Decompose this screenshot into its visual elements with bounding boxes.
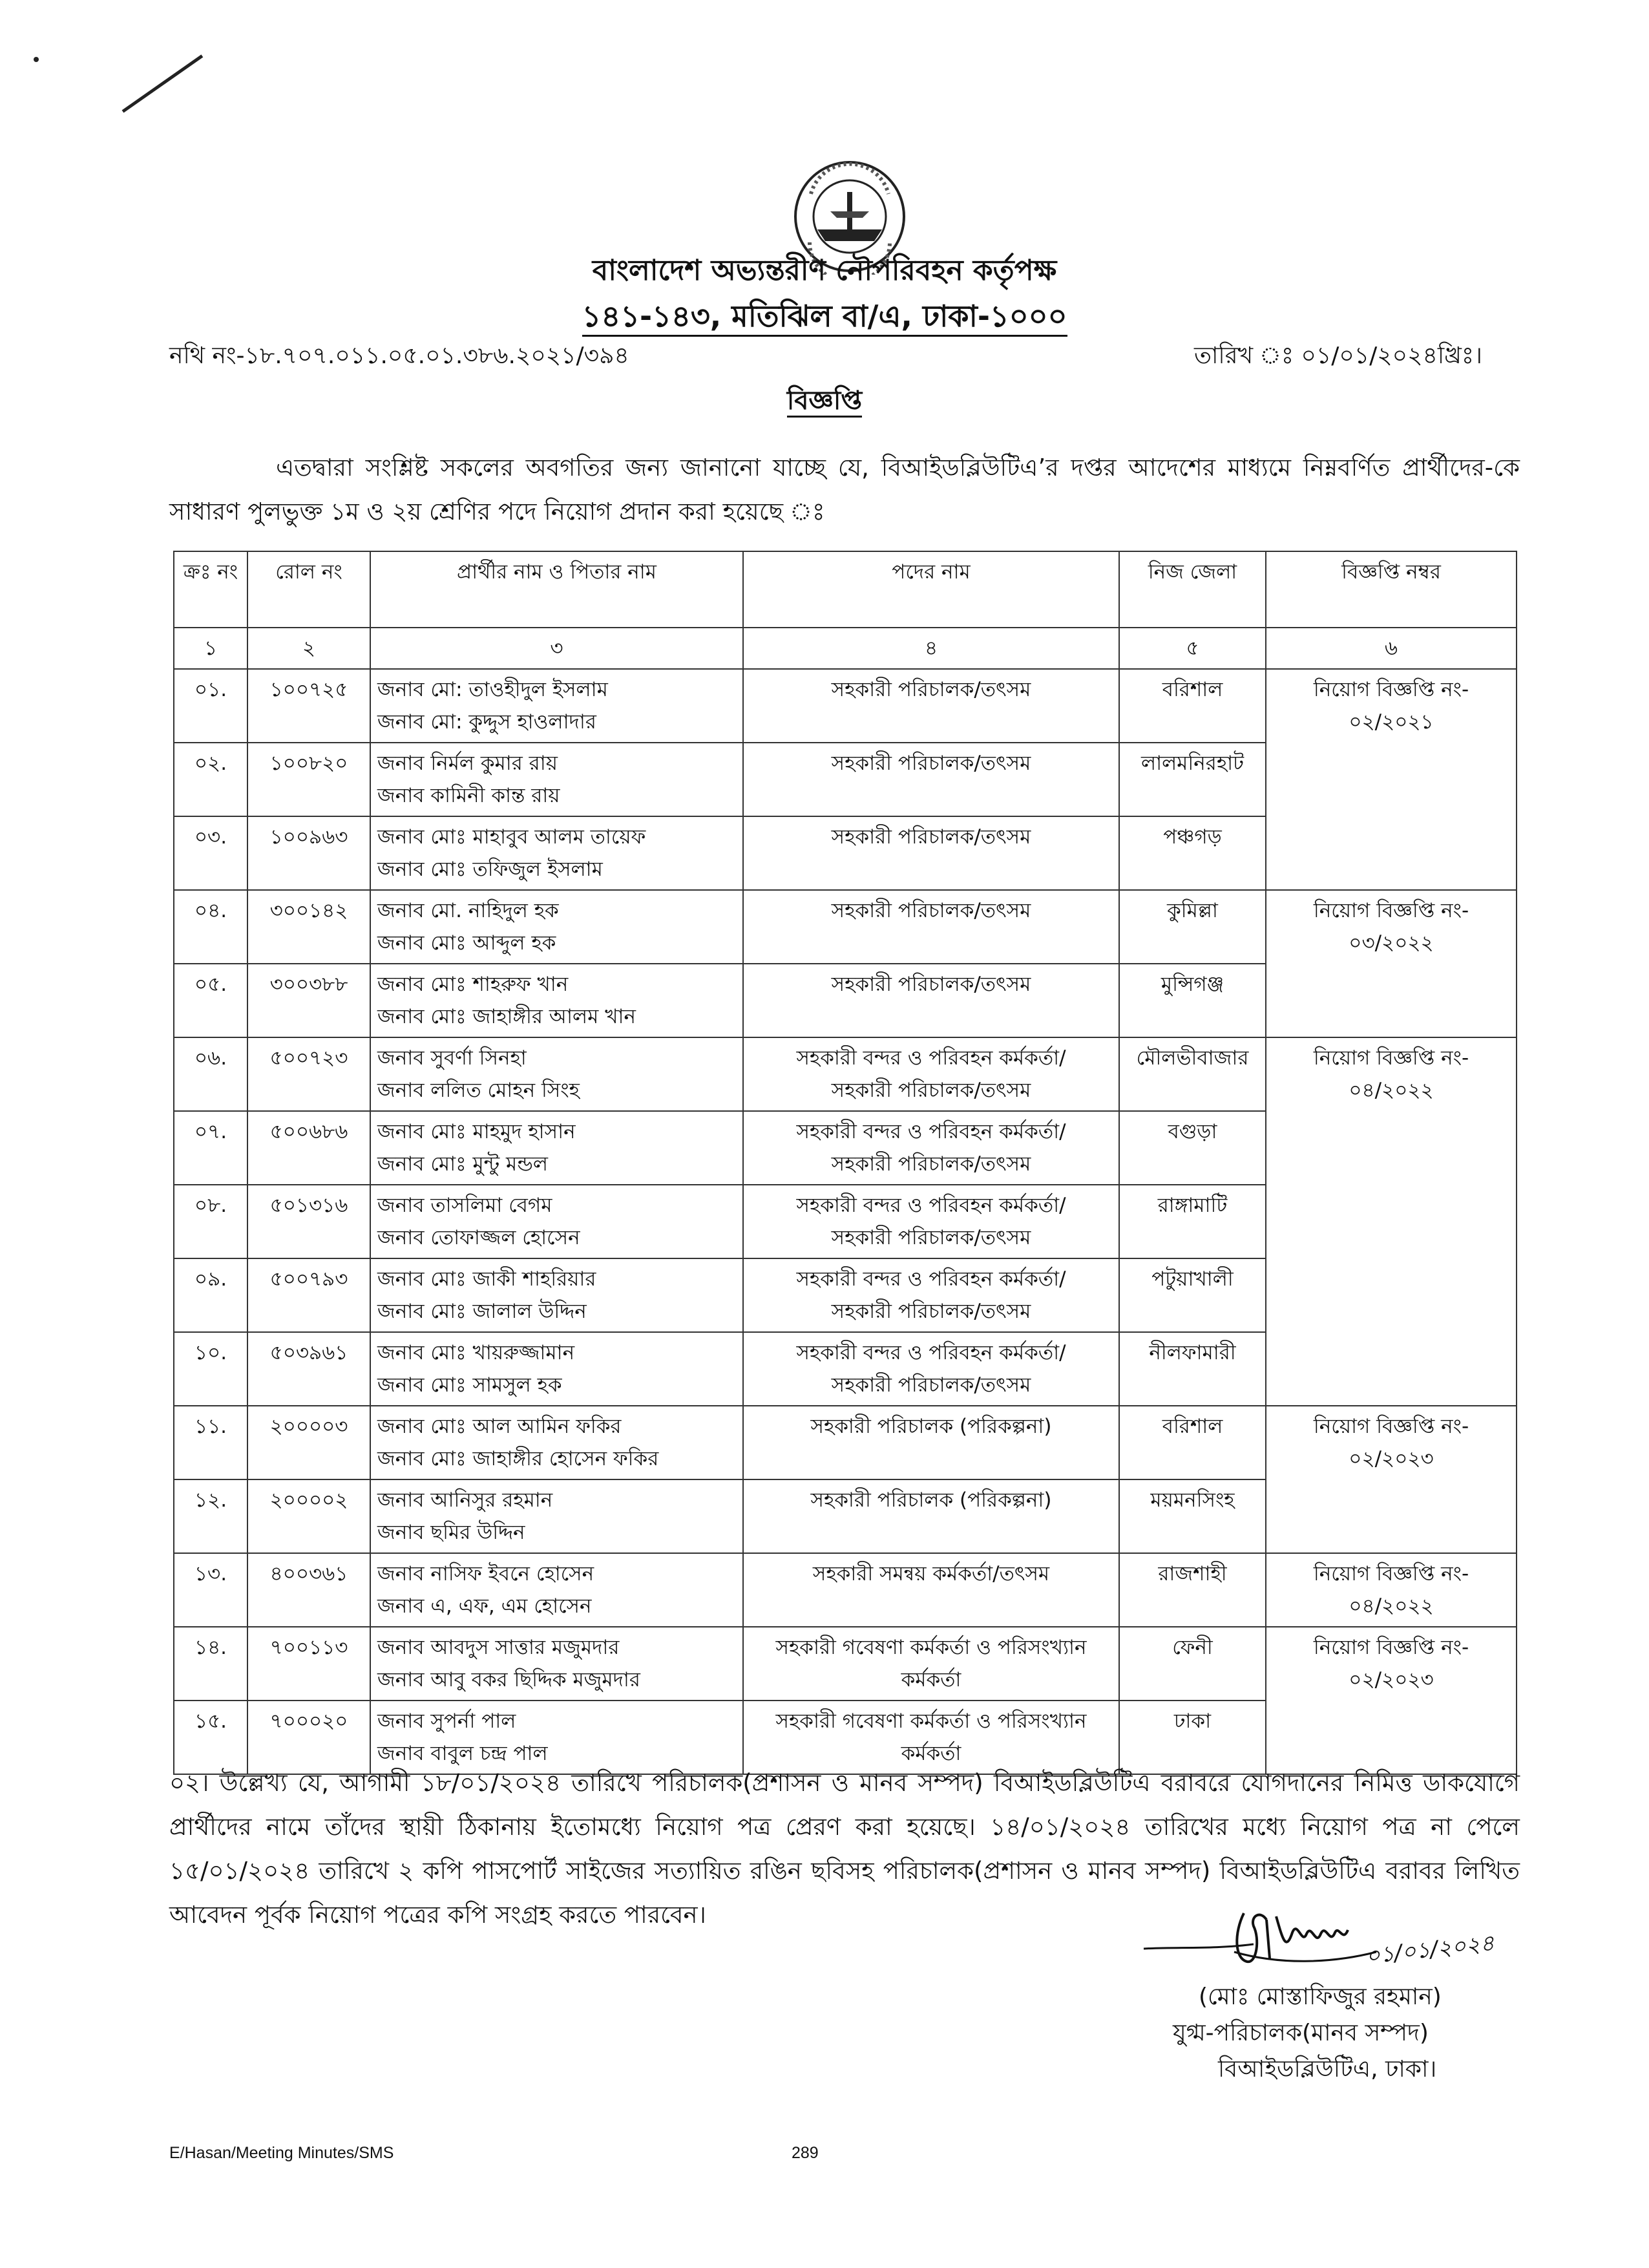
col-number: ৬	[1266, 628, 1517, 669]
post-cell	[743, 669, 1119, 743]
post-cell	[743, 1037, 1119, 1111]
candidate-name: জনাব মোঃ খায়রুজ্জামান	[377, 1341, 575, 1364]
district-cell: বরিশাল	[1119, 1406, 1266, 1479]
candidate-name: জনাব নির্মল কুমার রায়	[377, 752, 558, 775]
signatory-office: বিআইডব্লিউটিএ, ঢাকা।	[1218, 2056, 1437, 2083]
header-name: প্রার্থীর নাম ও পিতার নাম	[370, 551, 743, 628]
notice-ref-cell	[1266, 890, 1517, 1037]
name-cell	[370, 669, 743, 743]
post-cell	[743, 816, 1119, 890]
post-cell	[743, 1258, 1119, 1332]
notice-ref-line-2: ০৪/২০২২	[1349, 1079, 1434, 1102]
post-line-1: সহকারী বন্দর ও পরিবহন কর্মকর্তা/	[796, 1341, 1066, 1364]
handwritten-signature	[1137, 1887, 1499, 1978]
candidate-name: জনাব আনিসুর রহমান	[377, 1489, 553, 1512]
roll-cell: ৫০৩৯৬১	[247, 1332, 370, 1406]
post-line-2: সহকারী পরিচালক/তৎসম	[831, 1373, 1031, 1397]
district-cell: রাঙ্গামাটি	[1119, 1185, 1266, 1258]
candidate-name: জনাব মোঃ মাহাবুব আলম তায়েফ	[377, 825, 646, 849]
post-line-2: সহকারী পরিচালক/তৎসম	[831, 1300, 1031, 1323]
post-line-1: সহকারী বন্দর ও পরিবহন কর্মকর্তা/	[796, 1046, 1066, 1070]
header-district: নিজ জেলা	[1119, 551, 1266, 628]
roll-cell: ৫০০৭৯৩	[247, 1258, 370, 1332]
notice-ref-cell	[1266, 1037, 1517, 1406]
roll-cell: ২০০০০২	[247, 1479, 370, 1553]
serial-cell: ১৫.	[174, 1701, 247, 1774]
district-cell: লালমনিরহাট	[1119, 743, 1266, 816]
page-number: 289	[792, 2144, 819, 2162]
serial-cell: ০৩.	[174, 816, 247, 890]
notice-title-text: বিজ্ঞপ্তি	[787, 386, 862, 418]
post-line-1: সহকারী গবেষণা কর্মকর্তা ও পরিসংখ্যান	[775, 1710, 1087, 1733]
roll-cell: ৭০০০২০	[247, 1701, 370, 1774]
roll-cell: ৫০১৩১৬	[247, 1185, 370, 1258]
scan-speck	[34, 57, 39, 62]
serial-cell: ০৮.	[174, 1185, 247, 1258]
col-number: ৫	[1119, 628, 1266, 669]
post-line-2: সহকারী পরিচালক/তৎসম	[831, 1152, 1031, 1176]
candidate-name: জনাব মোঃ মাহমুদ হাসান	[377, 1120, 576, 1143]
candidate-name: জনাব মোঃ শাহরুফ খান	[377, 973, 569, 996]
table-row	[174, 1553, 1517, 1627]
serial-cell: ০৯.	[174, 1258, 247, 1332]
father-name: জনাব বাবুল চন্দ্র পাল	[377, 1742, 548, 1765]
name-cell	[370, 890, 743, 964]
table-row	[174, 890, 1517, 964]
post-line-1: সহকারী পরিচালক (পরিকল্পনা)	[810, 1489, 1052, 1512]
post-line-2: কর্মকর্তা	[901, 1668, 961, 1691]
post-cell	[743, 964, 1119, 1037]
serial-cell: ১৩.	[174, 1553, 247, 1627]
candidate-name: জনাব সুপর্না পাল	[377, 1710, 516, 1733]
district-cell: ফেনী	[1119, 1627, 1266, 1701]
name-cell	[370, 1406, 743, 1479]
candidate-name: জনাব তাসলিমা বেগম	[377, 1194, 552, 1217]
notice-ref-line-1: নিয়োগ বিজ্ঞপ্তি নং-	[1313, 1415, 1469, 1438]
header-roll: রোল নং	[247, 551, 370, 628]
roll-cell: ৩০০৩৮৮	[247, 964, 370, 1037]
notice-ref-cell	[1266, 1406, 1517, 1553]
post-cell	[743, 1479, 1119, 1553]
roll-cell: ৫০০৬৮৬	[247, 1111, 370, 1185]
father-name: জনাব আবু বকর ছিদ্দিক মজুমদার	[377, 1668, 640, 1691]
serial-cell: ০৫.	[174, 964, 247, 1037]
intro-paragraph: এতদ্বারা সংশ্লিষ্ট সকলের অবগতির জন্য জানানো যাচ্ছে যে, বিআইডব্লিউটিএ’র দপ্তর আদেশের মাধ্যমে নিম্নবর্ণিত প্রার্থীদের-কে সাধারণ পুলভুক্ত ১ম ও ২য় শ্রেণির পদে নিয়োগ প্রদান করা হয়েছে ঃ	[169, 454, 1520, 525]
name-cell	[370, 1627, 743, 1701]
post-line-1: সহকারী গবেষণা কর্মকর্তা ও পরিসংখ্যান	[775, 1636, 1087, 1659]
organization-name: বাংলাদেশ অভ্যন্তরীণ নৌপরিবহন কর্তৃপক্ষ	[592, 254, 1057, 287]
district-cell: মুন্সিগঞ্জ	[1119, 964, 1266, 1037]
col-number: ১	[174, 628, 247, 669]
serial-cell: ১৪.	[174, 1627, 247, 1701]
father-name: জনাব কামিনী কান্ত রায়	[377, 784, 560, 807]
closing-paragraph: ০২। উল্লেখ্য যে, আগামী ১৮/০১/২০২৪ তারিখে পরিচালক(প্রশাসন ও মানব সম্পদ) বিআইডব্লিউটিএ বরাবরে যোগদানের নিমিত্ত ডাকযোগে প্রার্থীদের নামে তাঁদের স্থায়ী ঠিকানায় ইতোমধ্যে নিয়োগ পত্র প্রেরণ করা হয়েছে। ১৪/০১/২০২৪ তারিখের মধ্যে নিয়োগ পত্র না পেলে ১৫/০১/২০২৪ তারিখে ২ কপি পাসপোর্ট সাইজের সত্যায়িত রঙিন ছবিসহ পরিচালক(প্রশাসন ও মানব সম্পদ) বিআইডব্লিউটিএ বরাবর লিখিত আবেদন পূর্বক নিয়োগ পত্রের কপি সংগ্রহ করতে পারবেন।	[169, 1769, 1520, 1929]
column-number-row	[174, 628, 1517, 669]
candidate-name: জনাব নাসিফ ইবনে হোসেন	[377, 1562, 594, 1585]
father-name: জনাব মোঃ সামসুল হক	[377, 1373, 562, 1397]
post-line-2: সহকারী পরিচালক/তৎসম	[831, 1079, 1031, 1102]
serial-cell: ০৭.	[174, 1111, 247, 1185]
post-cell	[743, 1627, 1119, 1701]
candidate-name: জনাব মোঃ জাকী শাহরিয়ার	[377, 1267, 596, 1291]
post-line-1: সহকারী পরিচালক/তৎসম	[831, 899, 1031, 922]
name-cell	[370, 1037, 743, 1111]
district-cell: রাজশাহী	[1119, 1553, 1266, 1627]
name-cell	[370, 1479, 743, 1553]
post-cell	[743, 1553, 1119, 1627]
father-name: জনাব ললিত মোহন সিংহ	[377, 1079, 580, 1102]
post-line-1: সহকারী পরিচালক/তৎসম	[831, 678, 1031, 701]
serial-cell: ১১.	[174, 1406, 247, 1479]
post-line-2: সহকারী পরিচালক/তৎসম	[831, 1226, 1031, 1249]
district-cell: ময়মনসিংহ	[1119, 1479, 1266, 1553]
post-cell	[743, 1185, 1119, 1258]
notice-ref-line-1: নিয়োগ বিজ্ঞপ্তি নং-	[1313, 899, 1469, 922]
post-cell	[743, 1111, 1119, 1185]
roll-cell: ২০০০০৩	[247, 1406, 370, 1479]
name-cell	[370, 743, 743, 816]
serial-cell: ১২.	[174, 1479, 247, 1553]
post-line-1: সহকারী বন্দর ও পরিবহন কর্মকর্তা/	[796, 1120, 1066, 1143]
memo-number: নথি নং-১৮.৭০৭.০১১.০৫.০১.৩৮৬.২০২১/৩৯৪	[169, 343, 629, 369]
organization-address	[0, 294, 1649, 343]
candidate-name: জনাব আবদুস সাত্তার মজুমদার	[377, 1636, 620, 1659]
serial-cell: ০২.	[174, 743, 247, 816]
post-line-1: সহকারী বন্দর ও পরিবহন কর্মকর্তা/	[796, 1194, 1066, 1217]
post-line-1: সহকারী পরিচালক/তৎসম	[831, 825, 1031, 849]
name-cell	[370, 1553, 743, 1627]
table-body	[174, 669, 1517, 1774]
notice-ref-line-1: নিয়োগ বিজ্ঞপ্তি নং-	[1313, 1046, 1469, 1070]
candidate-name: জনাব মোঃ আল আমিন ফকির	[377, 1415, 622, 1438]
roll-cell: ৫০০৭২৩	[247, 1037, 370, 1111]
district-cell: বগুড়া	[1119, 1111, 1266, 1185]
district-cell: কুমিল্লা	[1119, 890, 1266, 964]
father-name: জনাব মোঃ মুন্টু মন্ডল	[377, 1152, 549, 1176]
signatory-title: যুগ্ম-পরিচালক(মানব সম্পদ)	[1173, 2020, 1429, 2046]
header-post: পদের নাম	[743, 551, 1119, 628]
notice-ref-cell	[1266, 669, 1517, 890]
post-cell	[743, 890, 1119, 964]
notice-ref-line-1: নিয়োগ বিজ্ঞপ্তি নং-	[1313, 678, 1469, 701]
roll-cell: ১০০৭২৫	[247, 669, 370, 743]
header-serial: ক্রঃ নং	[174, 551, 247, 628]
notice-ref-line-2: ০৪/২০২২	[1349, 1595, 1434, 1618]
serial-cell: ১০.	[174, 1332, 247, 1406]
notice-ref-line-2: ০২/২০২৩	[1349, 1668, 1434, 1691]
post-cell	[743, 743, 1119, 816]
header-notice-no: বিজ্ঞপ্তি নম্বর	[1266, 551, 1517, 628]
father-name: জনাব মোঃ আব্দুল হক	[377, 931, 556, 955]
father-name: জনাব এ, এফ, এম হোসেন	[377, 1595, 592, 1618]
post-cell	[743, 1332, 1119, 1406]
notice-ref-cell	[1266, 1553, 1517, 1627]
col-number: ৪	[743, 628, 1119, 669]
father-name: জনাব মোঃ জালাল উদ্দিন	[377, 1300, 587, 1323]
candidate-name: জনাব সুবর্ণা সিনহা	[377, 1046, 527, 1070]
notice-ref-line-2: ০২/২০২১	[1349, 710, 1434, 734]
district-cell: বরিশাল	[1119, 669, 1266, 743]
memo-date: তারিখ ঃ ০১/০১/২০২৪খ্রিঃ।	[1193, 343, 1482, 369]
roll-cell: ১০০৯৬৩	[247, 816, 370, 890]
father-name: জনাব তোফাজ্জল হোসেন	[377, 1226, 580, 1249]
table-row	[174, 669, 1517, 743]
district-cell: ঢাকা	[1119, 1701, 1266, 1774]
roll-cell: ৩০০১৪২	[247, 890, 370, 964]
name-cell	[370, 1332, 743, 1406]
notice-ref-line-1: নিয়োগ বিজ্ঞপ্তি নং-	[1313, 1562, 1469, 1585]
notice-title	[0, 380, 1649, 423]
roll-cell: ৪০০৩৬১	[247, 1553, 370, 1627]
name-cell	[370, 1185, 743, 1258]
signatory-name: (মোঃ মোস্তাফিজুর রহমান)	[1199, 1984, 1442, 2010]
col-number: ২	[247, 628, 370, 669]
post-line-1: সহকারী পরিচালক/তৎসম	[831, 752, 1031, 775]
candidate-name: জনাব মো. নাহিদুল হক	[377, 899, 559, 922]
notice-ref-line-2: ০৩/২০২২	[1349, 931, 1434, 955]
col-number: ৩	[370, 628, 743, 669]
name-cell	[370, 1111, 743, 1185]
address-text: ১৪১-১৪৩, মতিঝিল বা/এ, ঢাকা-১০০০	[582, 299, 1067, 337]
notice-ref-cell	[1266, 1627, 1517, 1774]
serial-cell: ০৬.	[174, 1037, 247, 1111]
name-cell	[370, 964, 743, 1037]
father-name: জনাব মো: কুদ্দুস হাওলাদার	[377, 710, 596, 734]
post-line-2: কর্মকর্তা	[901, 1742, 961, 1765]
svg-text:০১/০১/২০২৪: ০১/০১/২০২৪	[1364, 1930, 1496, 1969]
roll-cell: ৭০০১১৩	[247, 1627, 370, 1701]
name-cell	[370, 816, 743, 890]
father-name: জনাব মোঃ জাহাঙ্গীর হোসেন ফকির	[377, 1447, 659, 1470]
serial-cell: ০৪.	[174, 890, 247, 964]
district-cell: পটুয়াখালী	[1119, 1258, 1266, 1332]
table-row	[174, 1037, 1517, 1111]
notice-ref-line-2: ০২/২০২৩	[1349, 1447, 1434, 1470]
serial-cell: ০১.	[174, 669, 247, 743]
father-name: জনাব মোঃ তফিজুল ইসলাম	[377, 858, 603, 881]
table-row	[174, 1627, 1517, 1701]
father-name: জনাব মোঃ জাহাঙ্গীর আলম খান	[377, 1005, 636, 1028]
footer-file-ref: E/Hasan/Meeting Minutes/SMS	[169, 2144, 394, 2162]
post-line-1: সহকারী বন্দর ও পরিবহন কর্মকর্তা/	[796, 1267, 1066, 1291]
post-line-1: সহকারী সমন্বয় কর্মকর্তা/তৎসম	[812, 1562, 1050, 1585]
post-cell	[743, 1406, 1119, 1479]
father-name: জনাব ছমির উদ্দিন	[377, 1521, 525, 1544]
district-cell: নীলফামারী	[1119, 1332, 1266, 1406]
candidate-name: জনাব মো: তাওহীদুল ইসলাম	[377, 678, 608, 701]
table-header-row	[174, 551, 1517, 628]
post-line-1: সহকারী পরিচালক/তৎসম	[831, 973, 1031, 996]
appointee-table	[173, 551, 1517, 1775]
district-cell: পঞ্চগড়	[1119, 816, 1266, 890]
post-line-1: সহকারী পরিচালক (পরিকল্পনা)	[810, 1415, 1052, 1438]
name-cell	[370, 1258, 743, 1332]
roll-cell: ১০০৮২০	[247, 743, 370, 816]
notice-ref-line-1: নিয়োগ বিজ্ঞপ্তি নং-	[1313, 1636, 1469, 1659]
district-cell: মৌলভীবাজার	[1119, 1037, 1266, 1111]
table-row	[174, 1406, 1517, 1479]
pen-stroke-mark	[122, 54, 204, 112]
